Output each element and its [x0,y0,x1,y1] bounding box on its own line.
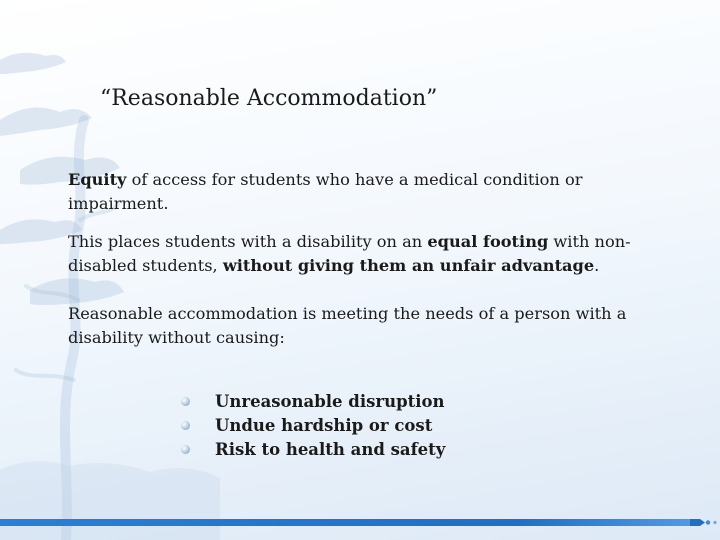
bullet-dot-icon [181,421,190,430]
bottom-accent-bar [0,517,720,529]
bullet-text: Undue hardship or cost [215,416,433,435]
equal-footing-term: equal footing [427,232,549,251]
equal-footing-paragraph [68,230,668,278]
equity-term: Equity [68,170,127,189]
bullet-list [178,390,445,462]
equal-footing-text-3: . [594,256,600,275]
bullet-dot-icon [181,445,190,454]
equal-footing-text-1: This places students with a disability on an [68,232,428,251]
bullet-item [178,390,445,414]
bullet-item [178,414,445,438]
bullet-dot-icon [181,397,190,406]
bullet-text: Risk to health and safety [215,440,446,459]
equal-footing-text-2: with non-disabled students, [68,232,631,275]
definition-paragraph: Reasonable accommodation is meeting the needs of a person with a disability without causing: [68,304,627,347]
bullet-item [178,438,445,462]
bullet-text: Unreasonable disruption [215,392,445,411]
equity-paragraph [68,168,668,216]
equity-text: of access for students who have a medical condition or impairment. [68,170,583,213]
slide-title: “Reasonable Accommodation” [100,86,438,111]
unfair-advantage-term: without giving them an unfair advantage [222,256,595,275]
